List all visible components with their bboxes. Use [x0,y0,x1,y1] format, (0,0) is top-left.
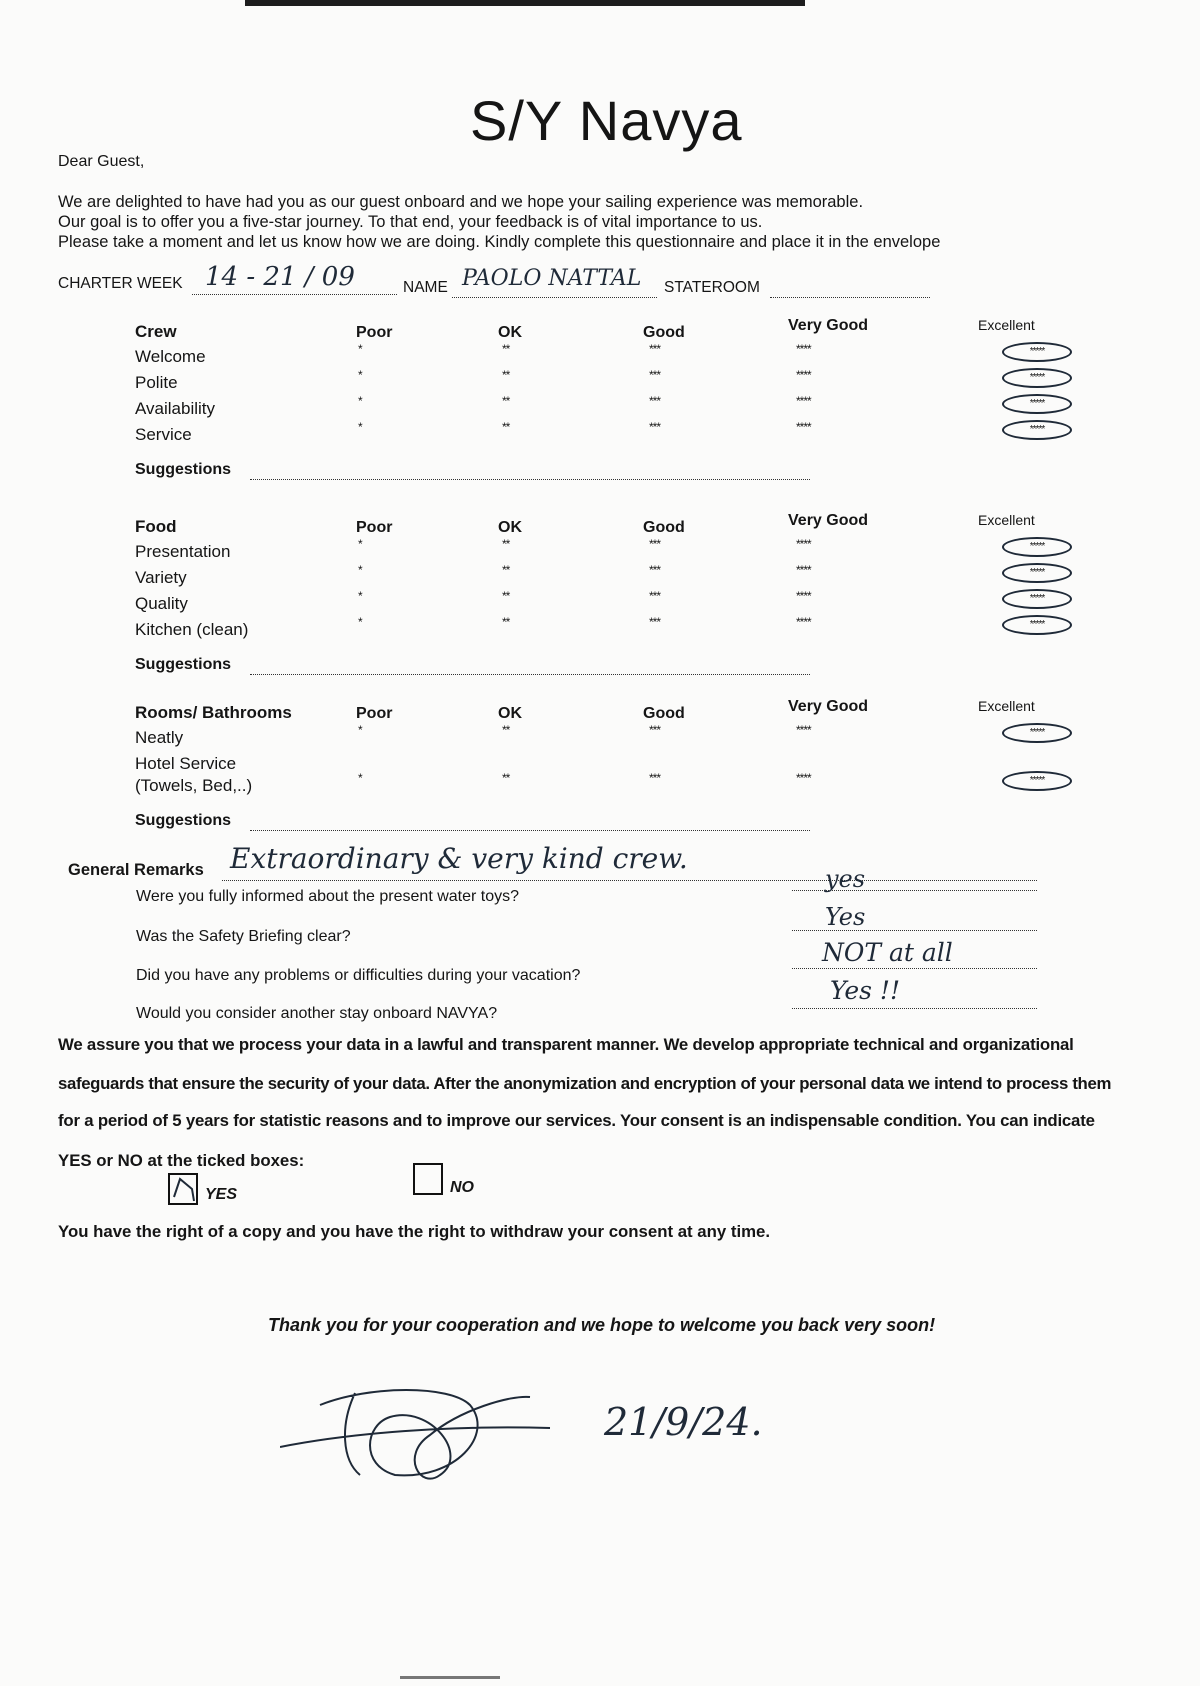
star-rating-option[interactable]: *** [649,615,661,629]
rating-item-label: Availability [135,399,216,418]
column-header-good: Good [643,324,685,341]
answer-water-toys[interactable]: yes [825,865,866,893]
section-title: Crew [135,322,177,341]
consent-line-1: We assure you that we process your data in a lawful and transparent manner. We develop appropriate technical and organizational [58,1035,1074,1054]
column-header-very-good: Very Good [788,698,869,715]
consent-line-3: for a period of 5 years for statistic reasons and to improve our services. Your consent is an indispensable condition. You can indicate [58,1111,1095,1130]
yes-label: YES [205,1186,238,1203]
consent-right-text: You have the right of a copy and you have the right to withdraw your consent at any time. [58,1222,771,1241]
star-rating-option-excellent[interactable]: ***** [1002,615,1072,635]
charter-week-line [192,294,397,295]
star-rating-option[interactable]: **** [796,771,811,785]
column-header-ok: OK [498,324,522,341]
check-mark-icon [170,1175,196,1203]
intro-line-1: We are delighted to have had you as our guest onboard and we hope your sailing experience was memorable. [58,193,864,211]
star-rating-option[interactable]: ** [502,589,510,603]
column-header-very-good: Very Good [788,512,869,529]
rating-item-label: Neatly [135,728,184,747]
star-rating-option-excellent[interactable]: ***** [1002,537,1072,557]
star-rating-option-excellent[interactable]: ***** [1002,589,1072,609]
star-rating-option[interactable]: **** [796,589,811,603]
star-rating-option[interactable]: * [358,589,362,603]
star-rating-option[interactable]: ** [502,368,510,382]
name-label: NAME [403,279,448,296]
star-rating-option-excellent[interactable]: ***** [1002,563,1072,583]
suggestions-label: Suggestions [135,656,232,673]
star-rating-option[interactable]: ** [502,394,510,408]
section-title: Rooms/ Bathrooms [135,703,292,722]
star-rating-option-excellent[interactable]: ***** [1002,394,1072,414]
suggestions-label: Suggestions [135,461,232,478]
star-rating-option[interactable]: * [358,394,362,408]
general-remarks-label: General Remarks [68,861,204,879]
question-safety-briefing: Was the Safety Briefing clear? [136,928,351,945]
star-rating-option[interactable]: * [358,771,362,785]
star-rating-option[interactable]: ** [502,420,510,434]
answer-another-stay[interactable]: Yes !! [830,976,900,1005]
star-rating-option[interactable]: *** [649,589,661,603]
yes-checkbox[interactable] [168,1173,198,1205]
column-header-ok: OK [498,705,522,722]
question-water-toys: Were you fully informed about the present water toys? [136,888,520,905]
star-rating-option[interactable]: *** [649,368,661,382]
suggestions-field[interactable] [250,674,810,675]
general-remarks-field[interactable]: Extraordinary & very kind crew. [230,842,688,875]
star-rating-option[interactable]: *** [649,723,661,737]
column-header-poor: Poor [356,324,393,341]
thank-you-text: Thank you for your cooperation and we hope to welcome you back very soon! [268,1315,936,1335]
rating-item-label: Variety [135,568,187,587]
no-label: NO [450,1179,474,1196]
star-rating-option[interactable]: *** [649,342,661,356]
star-rating-option[interactable]: * [358,723,362,737]
star-rating-option[interactable]: **** [796,342,811,356]
rating-item-label: Presentation [135,542,231,561]
name-field[interactable]: PAOLO NATTAL [462,266,642,291]
signature-date[interactable]: 21/9/24. [604,1400,763,1444]
rating-item-label: Welcome [135,347,206,366]
rating-item-label: Hotel Service [135,754,237,773]
star-rating-option[interactable]: **** [796,368,811,382]
star-rating-option-excellent[interactable]: ***** [1002,771,1072,791]
answer-line-4 [792,1008,1037,1009]
name-line [452,297,657,298]
star-rating-option[interactable]: *** [649,771,661,785]
star-rating-option[interactable]: ** [502,615,510,629]
rating-item-sublabel: (Towels, Bed,..) [135,776,253,795]
top-edge-line [245,0,805,6]
star-rating-option[interactable]: ** [502,537,510,551]
star-rating-option-excellent[interactable]: ***** [1002,723,1072,743]
rating-item-label: Quality [135,594,188,613]
rating-item-label: Polite [135,373,178,392]
signature [280,1365,580,1495]
section-title: Food [135,517,177,536]
rating-item-label: Kitchen (clean) [135,620,249,639]
stateroom-label: STATEROOM [664,279,760,296]
star-rating-option[interactable]: **** [796,420,811,434]
column-header-poor: Poor [356,705,393,722]
star-rating-option[interactable]: ** [502,563,510,577]
question-another-stay: Would you consider another stay onboard NAVYA? [136,1005,498,1022]
star-rating-option-excellent[interactable]: ***** [1002,420,1072,440]
column-header-excellent: Excellent [978,698,1035,714]
star-rating-option[interactable]: * [358,615,362,629]
star-rating-option[interactable]: ** [502,723,510,737]
star-rating-option[interactable]: * [358,342,362,356]
star-rating-option[interactable]: **** [796,563,811,577]
suggestions-field[interactable] [250,479,810,480]
consent-line-4: YES or NO at the ticked boxes: [58,1151,305,1170]
intro-line-2: Our goal is to offer you a five-star journey. To that end, your feedback is of vital importance to us. [58,213,763,231]
column-header-excellent: Excellent [978,512,1035,528]
intro-line-3: Please take a moment and let us know how we are doing. Kindly complete this questionnaire and place it in the envelope [58,233,941,251]
answer-problems[interactable]: NOT at all [822,938,953,967]
answer-safety-briefing[interactable]: Yes [825,903,866,931]
star-rating-option[interactable]: * [358,368,362,382]
column-header-good: Good [643,519,685,536]
star-rating-option[interactable]: **** [796,615,811,629]
star-rating-option[interactable]: * [358,420,362,434]
suggestions-field[interactable] [250,830,810,831]
column-header-poor: Poor [356,519,393,536]
star-rating-option[interactable]: *** [649,420,661,434]
star-rating-option[interactable]: **** [796,723,811,737]
star-rating-option[interactable]: *** [649,563,661,577]
star-rating-option-excellent[interactable]: ***** [1002,342,1072,362]
star-rating-option[interactable]: * [358,537,362,551]
question-problems: Did you have any problems or difficulties during your vacation? [136,967,581,984]
bottom-edge-line [400,1676,500,1679]
star-rating-option[interactable]: * [358,563,362,577]
general-remarks-line [222,880,1037,881]
stateroom-field[interactable] [770,297,930,298]
suggestions-label: Suggestions [135,812,232,829]
star-rating-option[interactable]: ** [502,342,510,356]
star-rating-option[interactable]: *** [649,394,661,408]
star-rating-option[interactable]: *** [649,537,661,551]
no-checkbox[interactable] [413,1163,443,1195]
page-title: S/Y Navya [470,89,743,152]
column-header-excellent: Excellent [978,317,1035,333]
column-header-very-good: Very Good [788,317,869,334]
star-rating-option[interactable]: ** [502,771,510,785]
salutation: Dear Guest, [58,153,145,170]
star-rating-option[interactable]: **** [796,394,811,408]
charter-week-label: CHARTER WEEK [58,275,183,292]
column-header-ok: OK [498,519,522,536]
star-rating-option[interactable]: **** [796,537,811,551]
rating-item-label: Service [135,425,192,444]
answer-line-3 [792,968,1037,969]
column-header-good: Good [643,705,685,722]
consent-line-2: safeguards that ensure the security of your data. After the anonymization and encryption of your personal data we intend to process them [58,1074,1112,1093]
star-rating-option-excellent[interactable]: ***** [1002,368,1072,388]
charter-week-field[interactable]: 14 - 21 / 09 [205,262,355,292]
